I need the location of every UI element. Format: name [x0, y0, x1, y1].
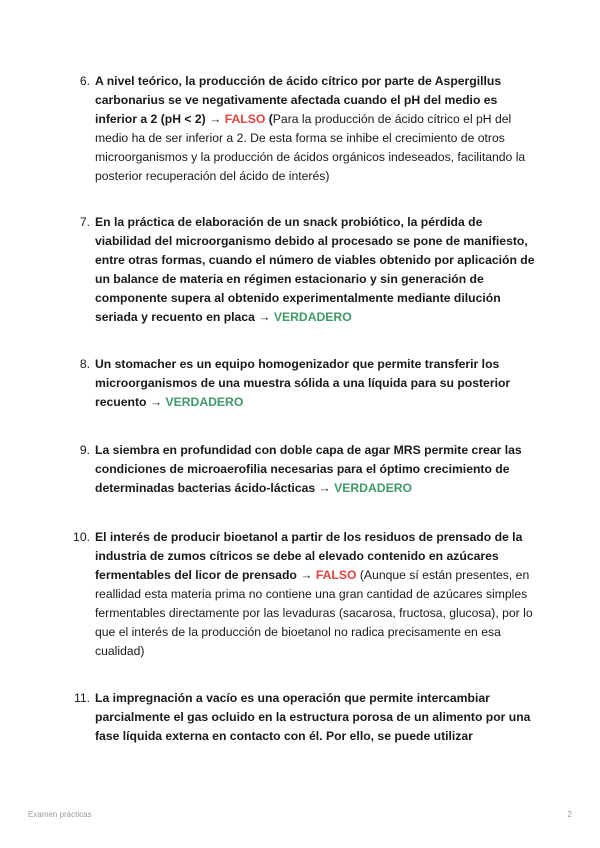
question-number: 7.: [79, 215, 90, 229]
question-statement: A nivel teórico, la producción de ácido cítrico por parte de Aspergillus carbonarius se ve negativamente afectada cuando el pH del medio es inferior a 2 (pH < 2): [95, 74, 502, 126]
question-statement: La siembra en profundidad con doble capa de agar MRS permite crear las condiciones de microaerofilia necesarias para el óptimo crecimiento de determinadas bacterias ácido-lácticas: [95, 443, 522, 495]
question-statement: La impregnación a vacío es una operación que permite intercambiar parcialmente el gas ocluido en la estructura porosa de un alimento por una fase líquida externa en contacto con él. Por ello, se puede utilizar: [95, 691, 531, 743]
arrow-icon: →: [318, 481, 331, 495]
answer-explanation: Aunque sí están presentes, en reallidad esta materia prima no contiene una gran cantidad de azúcares simples fermentables directamente por las levaduras (sacarosa, fructosa, glucosa), por lo que el interés de la producción de bioetanol no radica precisamente en esa cualidad): [95, 568, 533, 658]
question-number: 10.: [73, 530, 90, 544]
question-10: [68, 528, 538, 661]
explanation-open-paren: (: [265, 112, 273, 126]
question-8: [68, 355, 538, 412]
question-11: [68, 689, 538, 746]
question-number: 8.: [79, 357, 90, 371]
question-statement: El interés de producir bioetanol a partir de los residuos de prensado de la industria de zumos cítricos se debe al elevado contenido en azúcares fermentables del licor de prensado: [95, 530, 523, 582]
question-number: 9.: [79, 443, 90, 457]
footer-page-number: 2: [567, 810, 572, 819]
footer-title: Examen prácticas: [28, 810, 92, 819]
question-statement: En la práctica de elaboración de un snack probiótico, la pérdida de viabilidad del microorganismo debido al procesado se pone de manifiesto, entre otras formas, cuando el número de viables obtenido por aplicación de un balance de materia en régimen estacionario y sin generación de componente supera al obtenido experimentalmente mediante dilución seriada y recuento en placa: [95, 215, 535, 324]
answer-label: VERDADERO: [165, 395, 244, 409]
answer-explanation: Para la producción de ácido cítrico el pH del medio ha de ser inferior a 2. De esta forma se inhibe el crecimiento de otros microorganismos y la producción de ácidos orgánicos indeseados, facilitando la posterior recuperación del ácido de interés): [95, 112, 526, 183]
question-number: 11.: [73, 691, 90, 705]
question-9: [68, 441, 538, 498]
answer-label: VERDADERO: [334, 481, 412, 495]
question-statement: Un stomacher es un equipo homogenizador que permite transferir los microorganismos de una muestra sólida a una líquida para su posterior recuento: [95, 357, 511, 409]
arrow-icon: →: [300, 568, 313, 582]
question-7: [68, 213, 538, 327]
arrow-icon: →: [258, 310, 271, 324]
explanation-open-paren: (: [356, 568, 364, 582]
question-number: 6.: [79, 74, 90, 88]
answer-label: VERDADERO: [273, 310, 352, 324]
arrow-icon: →: [149, 395, 163, 409]
arrow-icon: →: [209, 112, 222, 126]
answer-label: FALSO: [315, 568, 357, 582]
question-6: [68, 72, 538, 186]
answer-label: FALSO: [224, 112, 266, 126]
